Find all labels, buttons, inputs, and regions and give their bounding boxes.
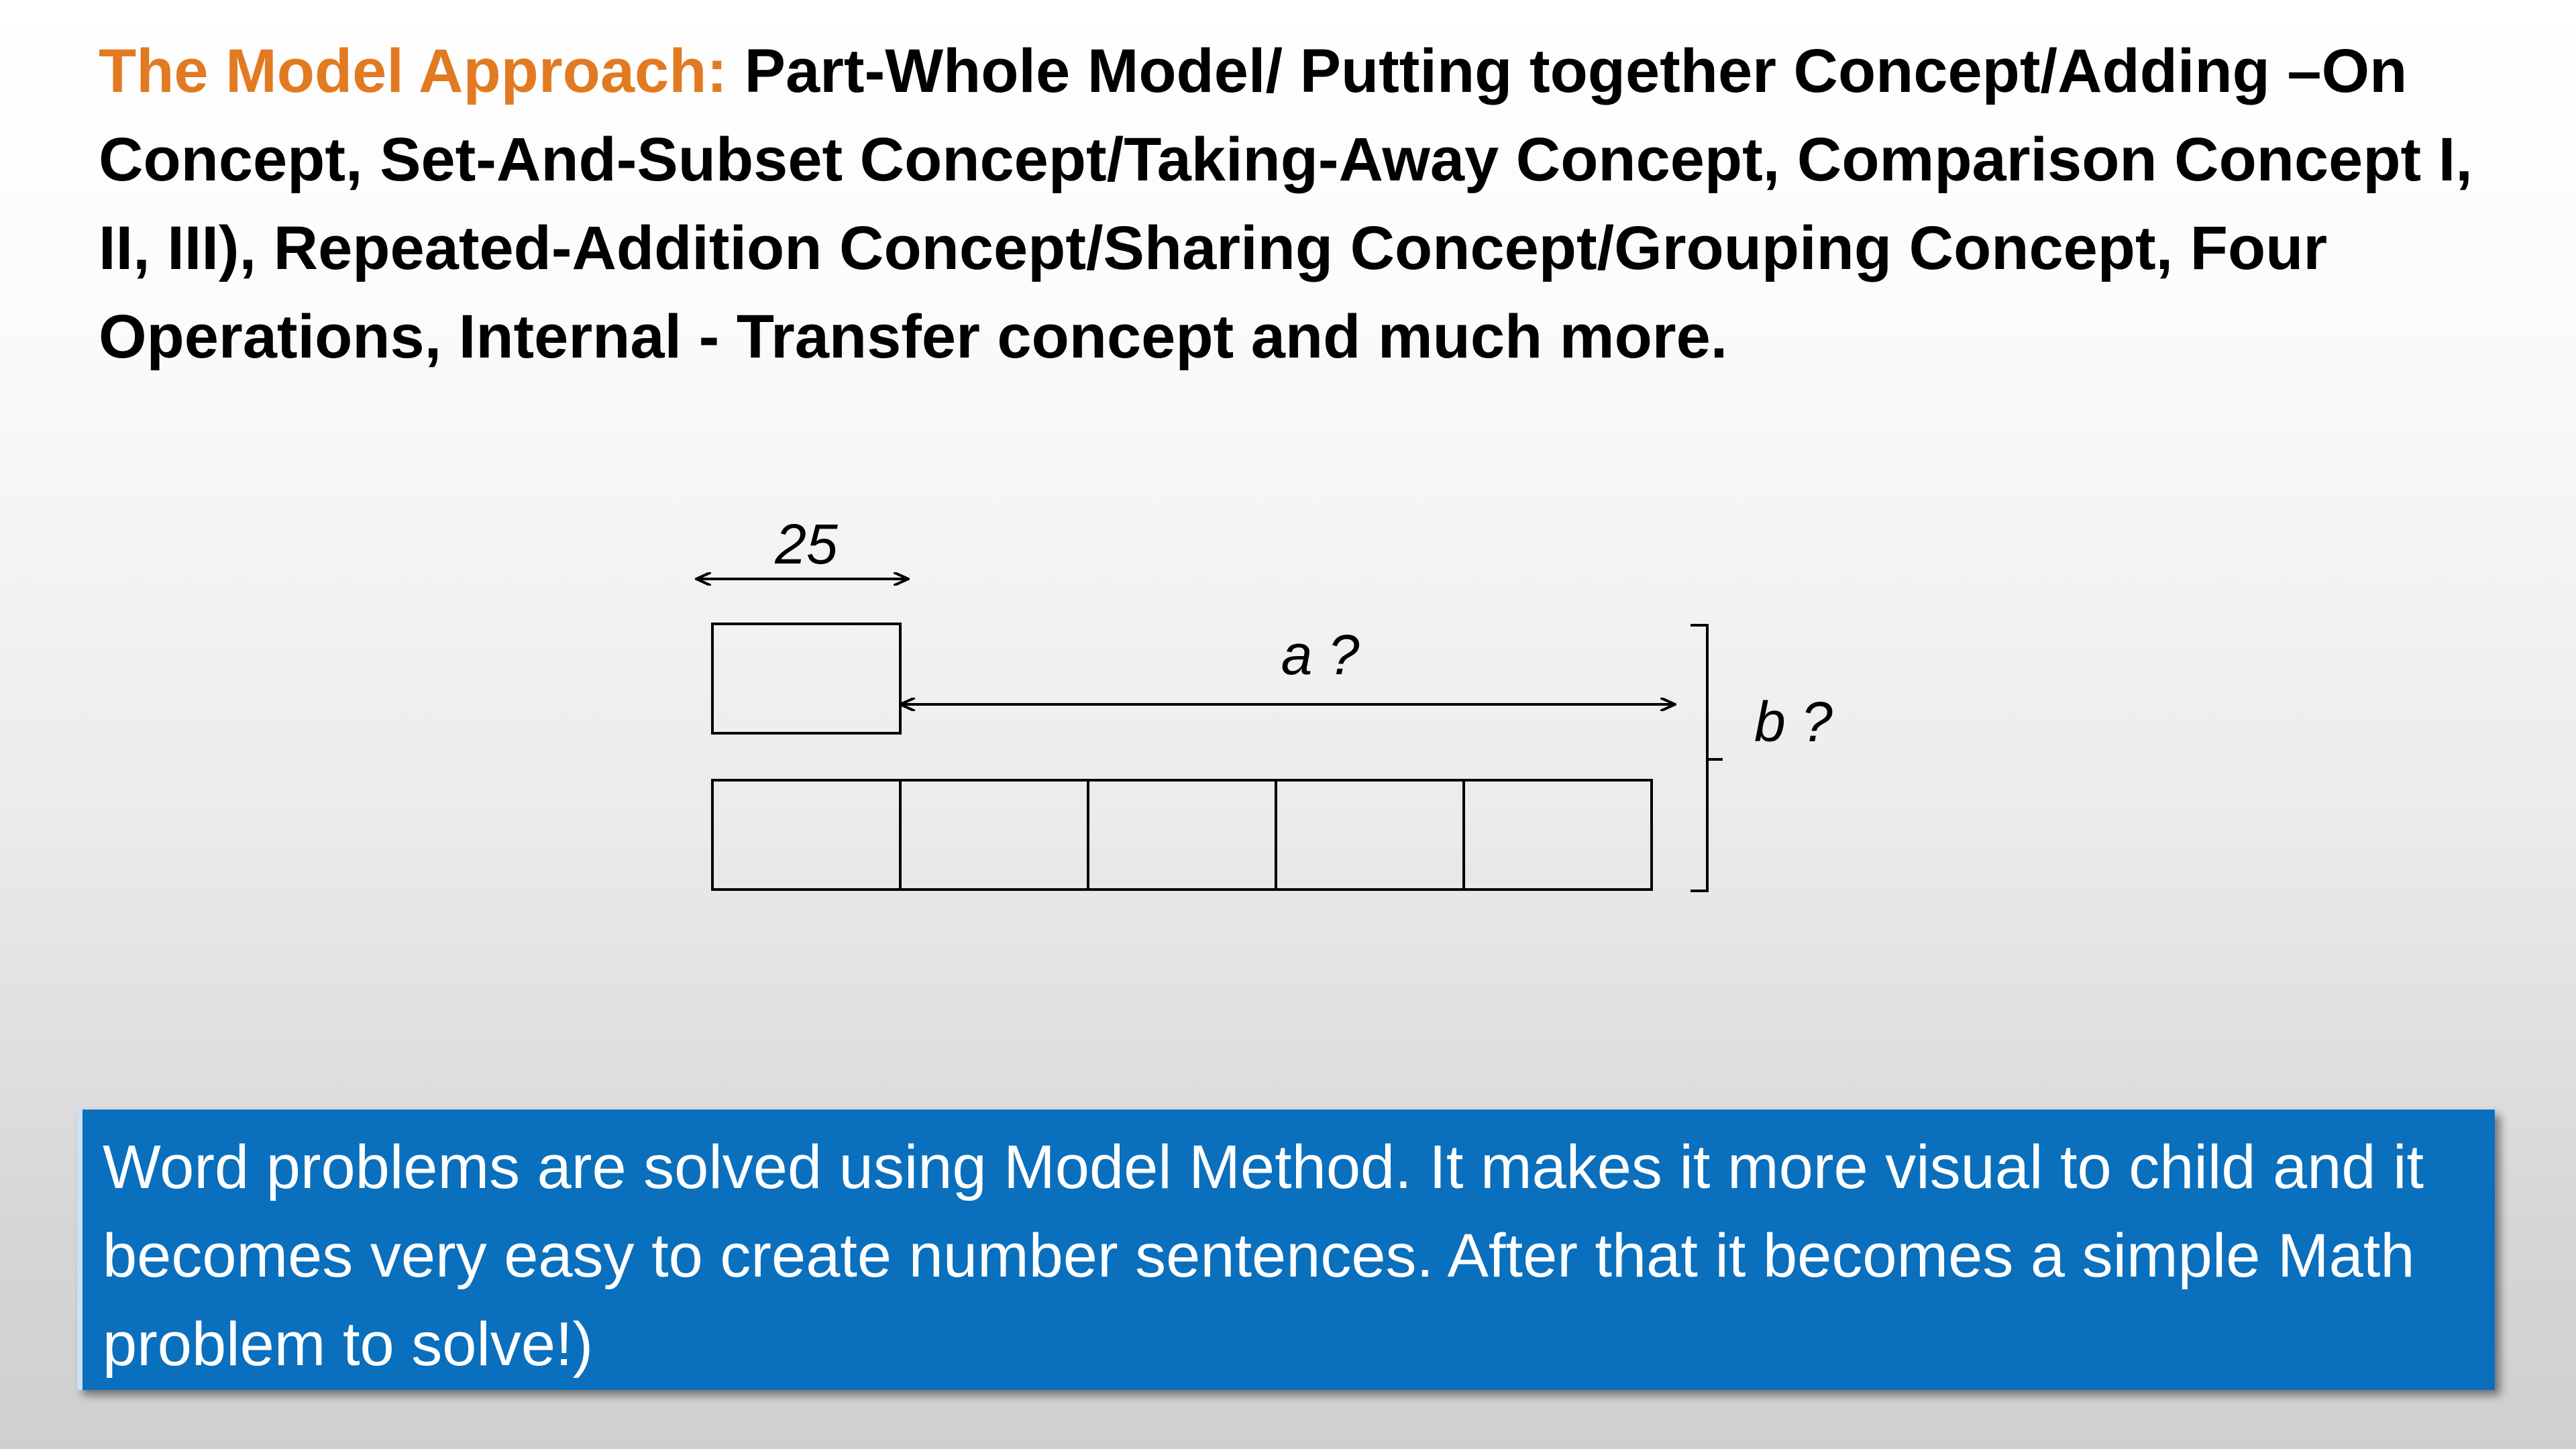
- bottom-bar-unit: [1464, 780, 1652, 890]
- callout-text: Word problems are solved using Model Method. It makes it more visual to child and it becomes very easy to create number sentences. After that it becomes a simple Math problem to solve!): [103, 1133, 2424, 1379]
- heading-label: The Model Approach:: [99, 37, 728, 105]
- bottom-bar-unit: [900, 780, 1088, 890]
- unit-value-label: 25: [775, 513, 838, 576]
- difference-label: a ?: [1281, 623, 1360, 686]
- top-bar-unit: [712, 624, 900, 733]
- bottom-bar-unit: [712, 780, 900, 890]
- summary-callout: [77, 1110, 2495, 1390]
- heading-text: Part-Whole Model/ Putting together Concept/Adding –On Concept, Set-And-Subset Concept/Taking-Away Concept, Comparison Concept I, II, III), Repeated-Addition Concept/Sharing Concept/Grouping Concept, Four Operations, Internal - Transfer concept and much more.: [99, 37, 2473, 371]
- bottom-bar-unit: [1088, 780, 1276, 890]
- total-bracket: [1690, 625, 1723, 891]
- total-label: b ?: [1754, 690, 1833, 753]
- bottom-bar-unit: [1276, 780, 1464, 890]
- bottom-bar: [712, 780, 1652, 890]
